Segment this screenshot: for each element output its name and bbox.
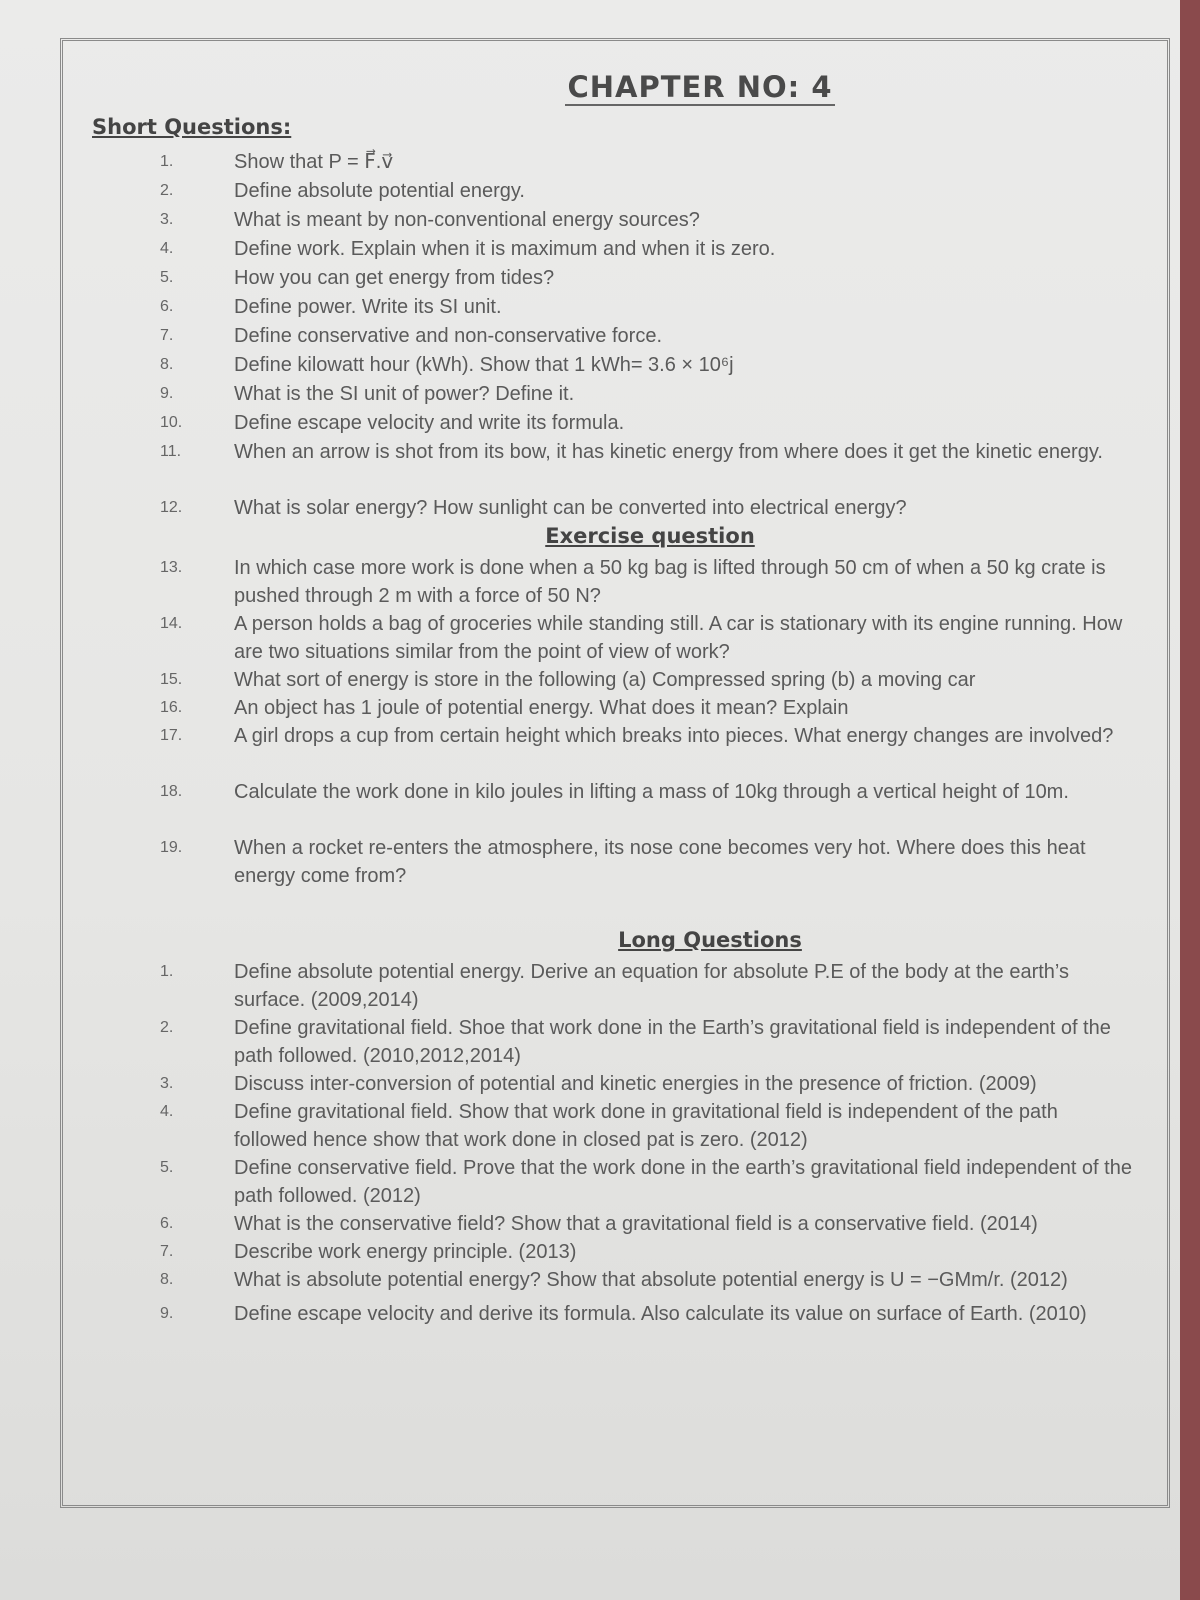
question-text: Define kilowatt hour (kWh). Show that 1 kWh= 3.6 × 10⁶j [234, 354, 734, 376]
question-text: What is absolute potential energy? Show that absolute potential energy is U = −GMm/r. (2012) [234, 1269, 1068, 1291]
question-number: 15. [160, 671, 183, 688]
chapter-title-wrap [0, 70, 1200, 106]
question-number: 6. [160, 298, 174, 315]
question-number: 4. [160, 240, 174, 257]
question-number: 9. [160, 1305, 174, 1322]
question-text: A girl drops a cup from certain height which breaks into pieces. What energy changes are involved? [234, 725, 1114, 747]
question-text: How you can get energy from tides? [234, 267, 555, 289]
question-number: 9. [160, 385, 174, 402]
question-number: 4. [160, 1103, 174, 1120]
question-text: Define conservative and non-conservative force. [234, 325, 663, 347]
question-text: What is meant by non-conventional energy sources? [234, 209, 700, 231]
question-number: 12. [160, 499, 183, 516]
exercise-question-heading: Exercise question [545, 524, 755, 548]
question-number: 11. [160, 443, 182, 460]
question-text: When an arrow is shot from its bow, it has kinetic energy from where does it get the kinetic energy. [234, 441, 1103, 463]
question-number: 10. [160, 414, 183, 431]
question-number: 3. [160, 211, 174, 228]
question-number: 13. [160, 559, 183, 576]
question-text: What is solar energy? How sunlight can be converted into electrical energy? [234, 497, 907, 519]
question-number: 5. [160, 269, 174, 286]
question-text: Define work. Explain when it is maximum and when it is zero. [234, 238, 776, 260]
question-text: An object has 1 joule of potential energy. What does it mean? Explain [234, 697, 849, 719]
question-text: Discuss inter-conversion of potential and kinetic energies in the presence of friction. (2009) [234, 1073, 1037, 1095]
short-questions-heading: Short Questions: [92, 115, 292, 139]
chapter-title: CHAPTER NO: 4 [567, 70, 833, 104]
question-number: 8. [160, 356, 174, 373]
question-text: Show that P = F⃗.v⃗ [234, 151, 394, 173]
question-number: 8. [160, 1271, 174, 1288]
question-text: Define gravitational field. Shoe that work done in the Earth’s gravitational field is independent of the path followed. (2010,2012,2014) [234, 1017, 1111, 1067]
question-text: A person holds a bag of groceries while standing still. A car is stationary with its engine running. How are two situations similar from the point of view of work? [234, 613, 1123, 663]
question-number: 7. [160, 327, 174, 344]
question-text: When a rocket re-enters the atmosphere, its nose cone becomes very hot. Where does this heat energy come from? [234, 837, 1086, 887]
question-text: Define escape velocity and derive its formula. Also calculate its value on surface of Earth. (2010) [234, 1303, 1087, 1325]
question-text: Define absolute potential energy. [234, 180, 525, 202]
question-number: 14. [160, 615, 183, 632]
question-number: 16. [160, 699, 183, 716]
question-text: In which case more work is done when a 50 kg bag is lifted through 50 cm of when a 50 kg crate is pushed through 2 m with a force of 50 N? [234, 557, 1106, 607]
question-number: 1. [160, 963, 174, 980]
question-number: 7. [160, 1243, 174, 1260]
question-number: 1. [160, 153, 174, 170]
question-number: 2. [160, 182, 174, 199]
question-number: 3. [160, 1075, 174, 1092]
question-number: 19. [160, 839, 183, 856]
question-text: Describe work energy principle. (2013) [234, 1241, 577, 1263]
question-text: What sort of energy is store in the following (a) Compressed spring (b) a moving car [234, 669, 976, 691]
question-text: Define absolute potential energy. Derive an equation for absolute P.E of the body at the earth’s surface. (2009,2014) [234, 961, 1070, 1011]
question-text: Calculate the work done in kilo joules in lifting a mass of 10kg through a vertical height of 10m. [234, 781, 1069, 803]
question-number: 18. [160, 783, 183, 800]
question-text: What is the conservative field? Show that a gravitational field is a conservative field. (2014) [234, 1213, 1038, 1235]
question-text: What is the SI unit of power? Define it. [234, 383, 575, 405]
question-number: 2. [160, 1019, 174, 1036]
question-number: 17. [160, 727, 183, 744]
question-text: Define gravitational field. Show that work done in gravitational field is independent of the path followed hence show that work done in closed pat is zero. (2012) [234, 1101, 1058, 1151]
question-number: 6. [160, 1215, 174, 1232]
question-text: Define escape velocity and write its formula. [234, 412, 625, 434]
question-text: Define conservative field. Prove that the work done in the earth’s gravitational field independent of the path followed. (2012) [234, 1157, 1132, 1207]
question-text: Define power. Write its SI unit. [234, 296, 502, 318]
long-questions-heading: Long Questions [618, 928, 802, 952]
question-number: 5. [160, 1159, 174, 1176]
